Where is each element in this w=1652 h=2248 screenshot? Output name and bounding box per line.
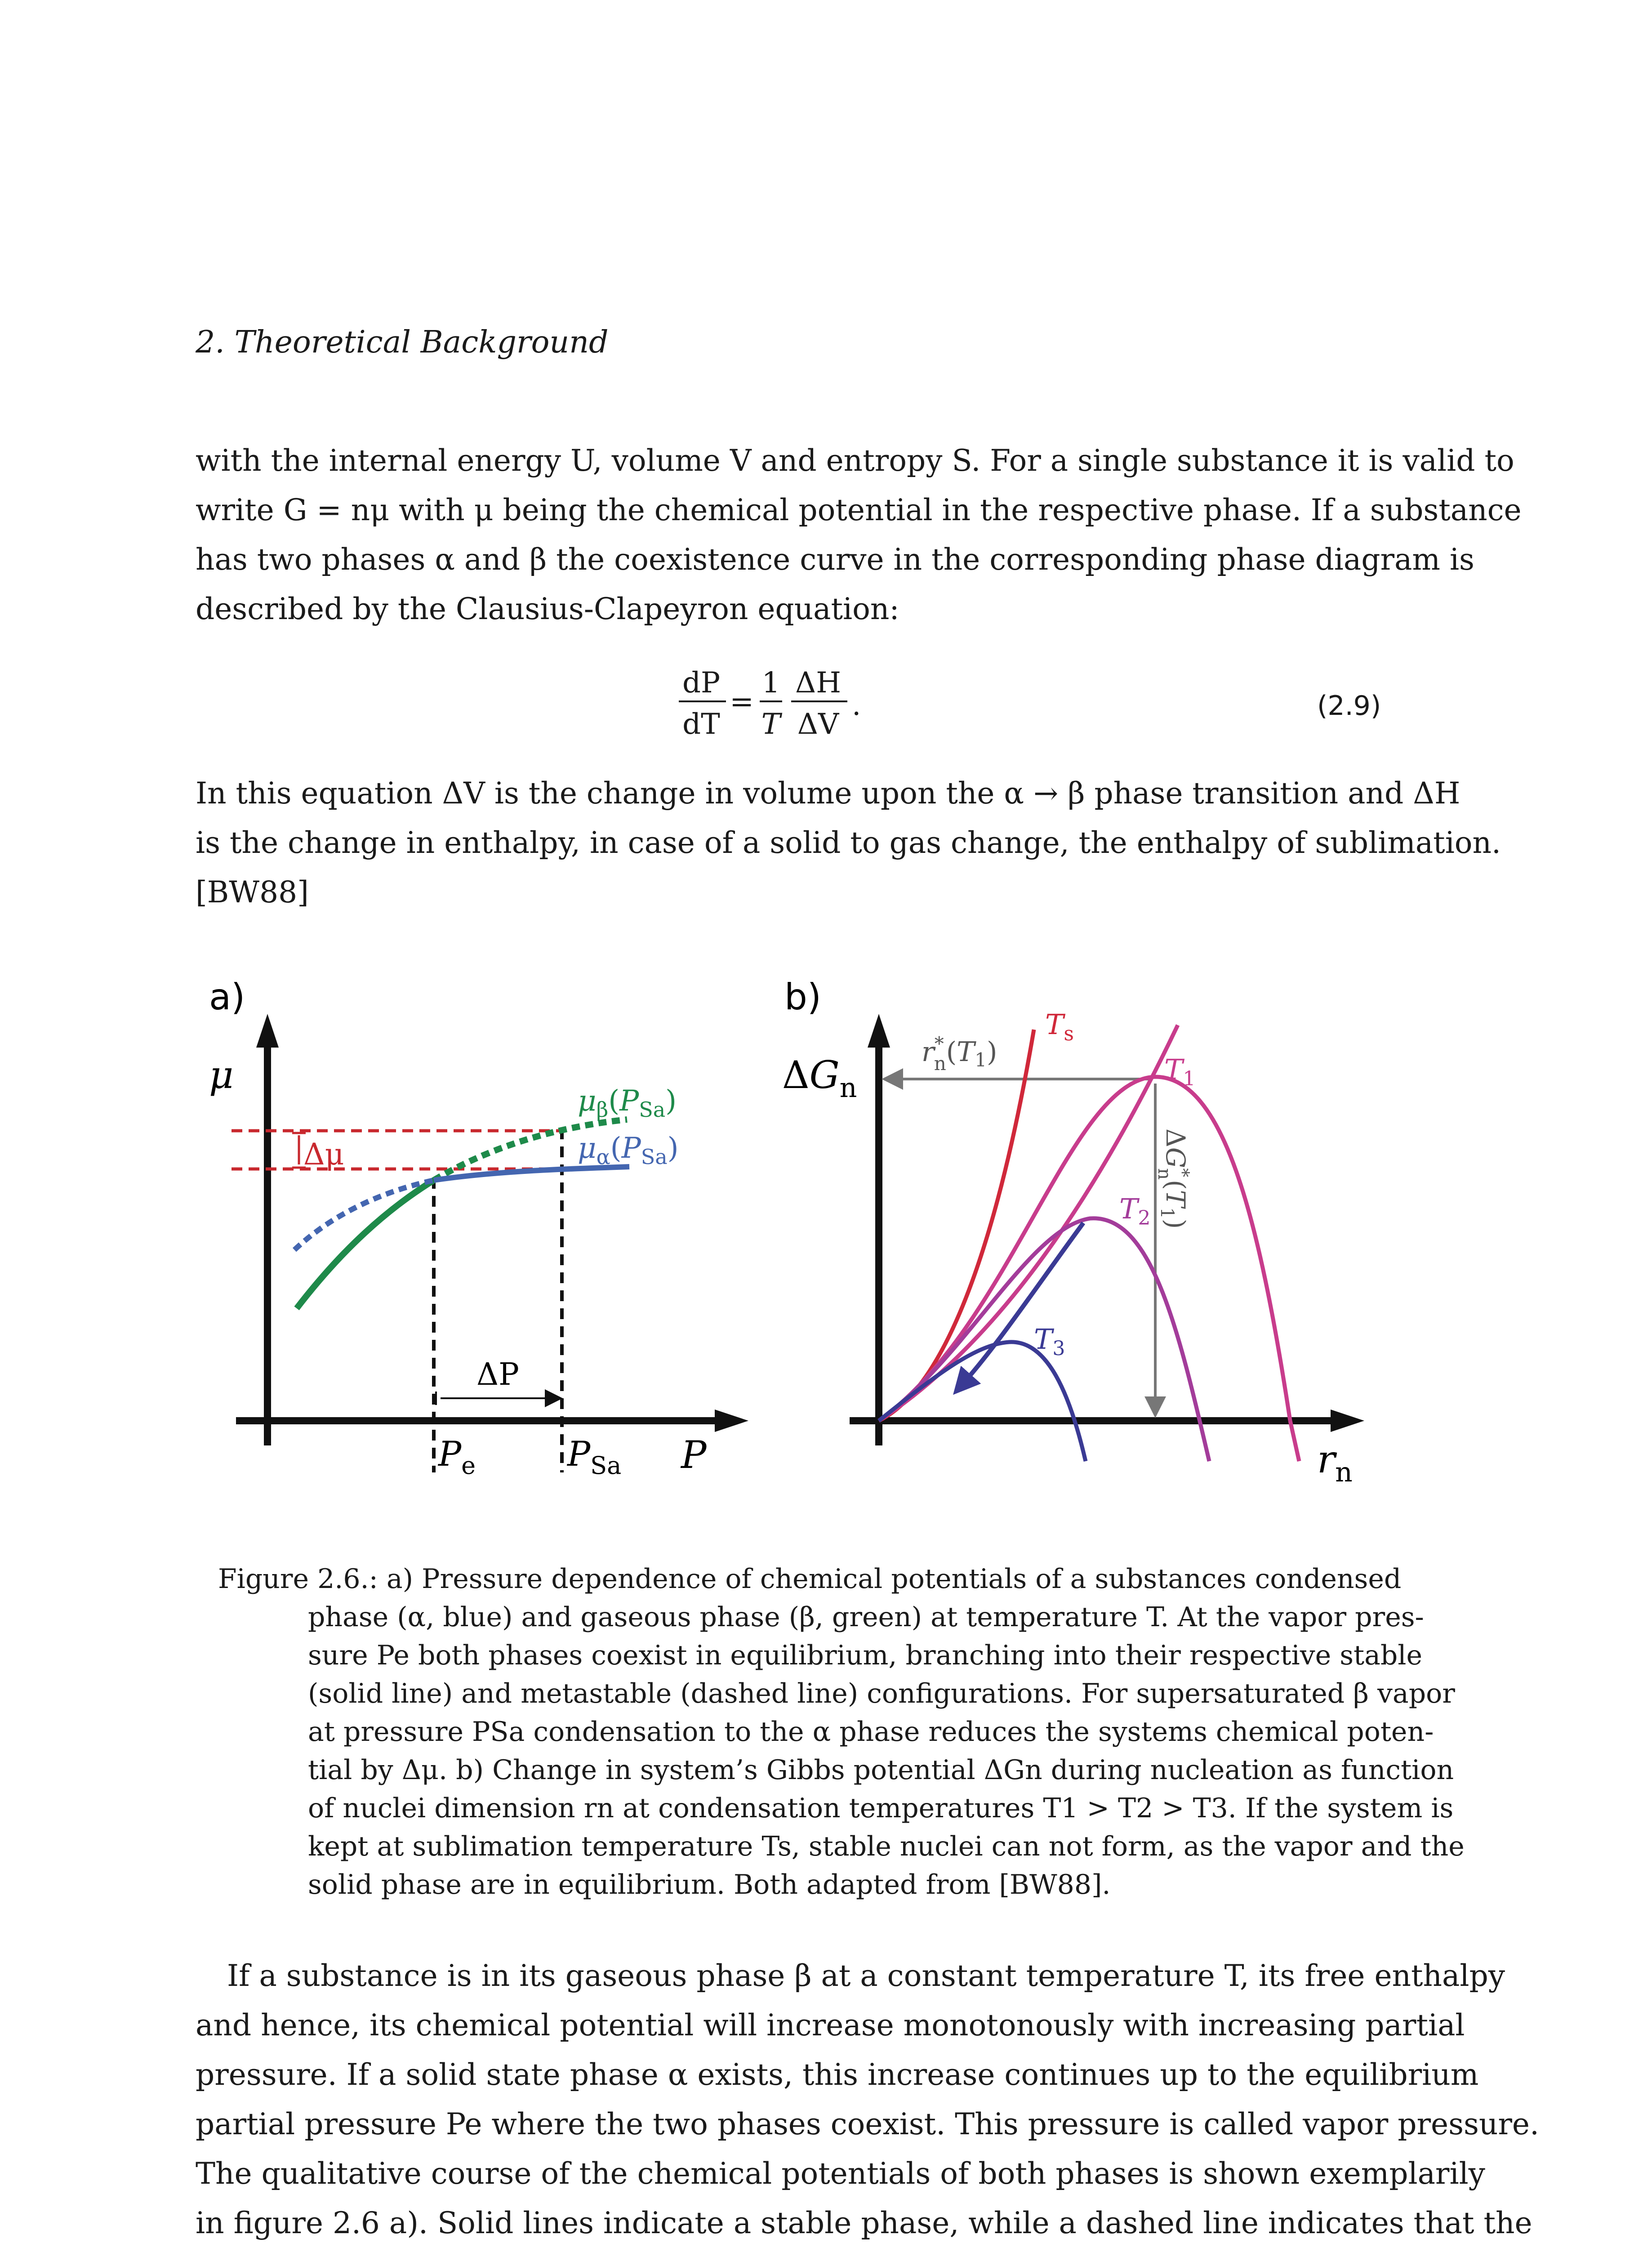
caption-line: kept at sublimation temperature Ts, stable nuclei can not form, as the vapor and the [308, 1831, 1465, 1862]
text-line: has two phases α and β the coexistence curve in the corresponding phase diagram is [196, 542, 1474, 577]
panel-a-x-axis-label: P [681, 1433, 707, 1477]
eq-rhs-denominator-2: ΔV [797, 708, 839, 741]
equation-number: (2.9) [1317, 690, 1381, 722]
caption-line: solid phase are in equilibrium. Both adapted from [BW88]. [308, 1869, 1111, 1900]
delta-p-label: ΔP [476, 1357, 519, 1392]
curve-t1 [879, 1077, 1290, 1421]
eq-rhs-numerator-2: ΔH [795, 666, 842, 700]
panel-b [782, 976, 1364, 1488]
text-line: and hence, its chemical potential will increase monotonously with increasing partial [196, 2008, 1465, 2043]
eq-equals: = [730, 685, 754, 718]
panel-a-y-axis-label: μ [209, 1053, 234, 1097]
delta-mu-label: Δμ [303, 1137, 344, 1172]
caption-line: phase (α, blue) and gaseous phase (β, green) at temperature T. At the vapor pres- [308, 1601, 1424, 1633]
text-line: pressure. If a solid state phase α exists, this increase continues up to the equilibrium [196, 2057, 1479, 2092]
g-star-label: $\Delta G^*n(T_1)$ [1154, 1128, 1193, 1229]
caption-line: Figure 2.6.: a) Pressure dependence of chemical potentials of a substances condensed [218, 1563, 1402, 1595]
eq-rhs-numerator-1: 1 [761, 666, 780, 700]
panel-b-x-axis-label: $r_n$ [1317, 1437, 1353, 1488]
curve-t3-label: $T_3$ [1034, 1323, 1065, 1360]
panel-a-label: a) [209, 976, 245, 1018]
body-paragraph [196, 1951, 1539, 2248]
text-line: partial pressure Pe where the two phases coexist. This pressure is called vapor pressure. [196, 2107, 1539, 2141]
text-line: with the internal energy U, volume V and entropy S. For a single substance it is valid to [196, 443, 1514, 478]
eq-rhs-denominator-1: T [761, 708, 781, 741]
r-star-label: r* $n(T_1)$ [922, 1033, 997, 1075]
text-line: is the change in enthalpy, in case of a solid to gas change, the enthalpy of sublimation. [196, 825, 1501, 860]
text-line: in figure 2.6 a). Solid lines indicate a stable phase, while a dashed line indicates that the [196, 2206, 1532, 2240]
eq-lhs-numerator: dP [682, 666, 721, 700]
psa-tick-label: $P_{Sa}$ [567, 1434, 622, 1480]
curve-t1-label: $T_1$ [1164, 1053, 1196, 1090]
mu-alpha-label: $\mu_\alpha(P_{Sa})$ [578, 1132, 679, 1169]
curve-t2-label: $T_2$ [1119, 1192, 1151, 1230]
text-line: [BW88] [196, 875, 309, 910]
eq-lhs-denominator: dT [682, 708, 720, 741]
figure-caption [218, 1560, 1465, 1904]
caption-line: sure Pe both phases coexist in equilibrium, branching into their respective stable [308, 1640, 1422, 1671]
caption-line: (solid line) and metastable (dashed line) configurations. For supersaturated β vapor [308, 1678, 1455, 1709]
panel-b-y-axis-label: $\Delta G_n$ [782, 1053, 857, 1104]
mu-beta-stable-curve [297, 1180, 434, 1308]
eq-period: . [852, 689, 861, 722]
panel-a [209, 976, 748, 1480]
text-line: described by the Clausius-Clapeyron equation: [196, 592, 899, 626]
text-line: The qualitative course of the chemical potentials of both phases is shown exemplarily [196, 2156, 1485, 2191]
text-line: write G = nμ with μ being the chemical potential in the respective phase. If a substance [196, 493, 1522, 527]
curve-ts-label: $T_s$ [1045, 1008, 1074, 1045]
text-line: If a substance is in its gaseous phase β at a constant temperature T, its free enthalpy [227, 1958, 1505, 1993]
running-header: 2. Theoretical Background [196, 325, 609, 360]
text-line: In this equation ΔV is the change in volume upon the α → β phase transition and ΔH [196, 776, 1461, 811]
caption-line: of nuclei dimension rn at condensation temperatures T1 > T2 > T3. If the system is [308, 1793, 1454, 1824]
caption-line: at pressure PSa condensation to the α phase reduces the systems chemical poten- [308, 1716, 1434, 1748]
mu-beta-label: $\mu_\beta(P_{Sa})$ [578, 1084, 677, 1122]
panel-b-label: b) [784, 976, 821, 1018]
caption-line: tial by Δμ. b) Change in system’s Gibbs potential ΔGn during nucleation as function [308, 1754, 1454, 1786]
pe-tick-label: $P_e$ [438, 1434, 476, 1480]
